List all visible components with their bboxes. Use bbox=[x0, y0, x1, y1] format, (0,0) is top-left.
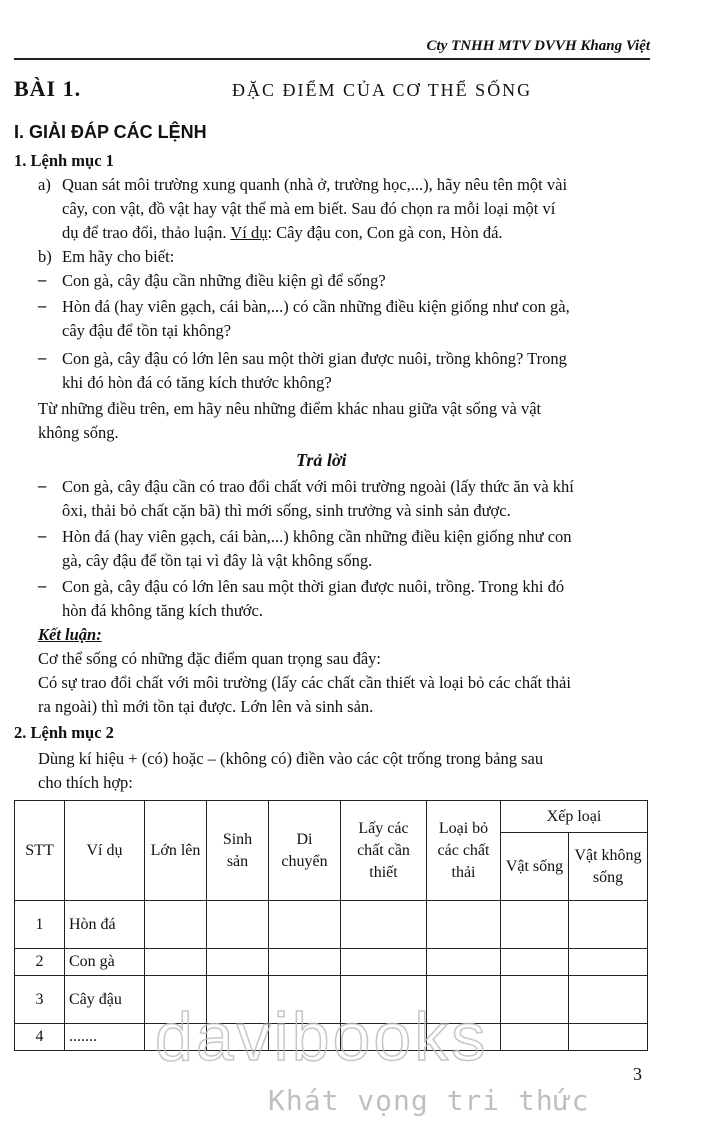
bullet-dash: – bbox=[38, 296, 47, 315]
bullet-dash: – bbox=[38, 476, 47, 495]
bullet-dash: – bbox=[38, 270, 47, 289]
header-remove: Loại bỏ các chất thải bbox=[427, 801, 501, 901]
header-grow: Lớn lên bbox=[145, 801, 207, 901]
header-example: Ví dụ bbox=[65, 801, 145, 901]
example-label: Ví dụ bbox=[230, 223, 268, 242]
bullet-dash: – bbox=[38, 576, 47, 595]
empty-cell bbox=[341, 901, 427, 949]
row-stt: 2 bbox=[15, 949, 65, 976]
header-classify: Xếp loại bbox=[501, 801, 648, 833]
section-heading: I. GIẢI ĐÁP CÁC LỆNH bbox=[14, 122, 207, 142]
summary-line1: Từ những điều trên, em hãy nêu những điểm khác nhau giữa vật sống và vật bbox=[38, 399, 542, 418]
empty-cell bbox=[207, 901, 269, 949]
question-2-line1: Hòn đá (hay viên gạch, cái bàn,...) có cần những điều kiện giống như con gà, bbox=[62, 297, 570, 316]
item1-b-line1: Em hãy cho biết: bbox=[62, 247, 175, 266]
header-move: Di chuyển bbox=[269, 801, 341, 901]
lesson-title: ĐẶC ĐIỂM CỦA CƠ THỂ SỐNG bbox=[232, 80, 533, 100]
empty-cell bbox=[501, 976, 569, 1024]
item1-b-label: b) bbox=[38, 247, 52, 266]
bullet-dash: – bbox=[38, 526, 47, 545]
watermark-tagline: Khát vọng tri thức bbox=[268, 1084, 590, 1117]
item2-heading: 2. Lệnh mục 2 bbox=[14, 723, 114, 742]
item1-a-line3-post: : Cây đậu con, Con gà con, Hòn đá. bbox=[267, 223, 503, 242]
answer-heading: Trả lời bbox=[296, 450, 347, 470]
empty-cell bbox=[501, 949, 569, 976]
row-example: Cây đậu bbox=[65, 976, 145, 1024]
empty-cell bbox=[501, 901, 569, 949]
item1-heading: 1. Lệnh mục 1 bbox=[14, 151, 114, 170]
conclusion-line1: Cơ thể sống có những đặc điểm quan trọng sau đây: bbox=[38, 649, 382, 668]
answer-2-line2: gà, cây đậu để tồn tại vì đây là vật không sống. bbox=[62, 551, 373, 570]
empty-cell bbox=[569, 949, 648, 976]
question-1: Con gà, cây đậu cần những điều kiện gì để sống? bbox=[62, 271, 386, 290]
question-3-line1: Con gà, cây đậu có lớn lên sau một thời gian được nuôi, trồng không? Trong bbox=[62, 349, 567, 368]
table-row bbox=[15, 949, 648, 976]
question-2-line2: cây đậu để tồn tại không? bbox=[62, 321, 232, 340]
row-example: Hòn đá bbox=[65, 901, 145, 949]
row-stt: 1 bbox=[15, 901, 65, 949]
item1-a-line3-pre: dụ để trao đổi, thảo luận. bbox=[62, 223, 231, 242]
answer-1-line2: ôxi, thải bỏ chất cặn bã) thì mới sống, sinh trưởng và sinh sản được. bbox=[62, 501, 511, 520]
lesson-number: BÀI 1. bbox=[14, 76, 82, 101]
conclusion-line3: ra ngoài) thì mới tồn tại được. Lớn lên và sinh sản. bbox=[38, 697, 374, 716]
lesson-heading bbox=[14, 76, 650, 106]
empty-cell bbox=[145, 901, 207, 949]
empty-cell bbox=[569, 901, 648, 949]
empty-cell bbox=[341, 949, 427, 976]
row-stt: 4 bbox=[15, 1024, 65, 1051]
item1-a-line1: Quan sát môi trường xung quanh (nhà ở, trường học,...), hãy nêu tên một vài bbox=[62, 175, 568, 194]
item2-line1: Dùng kí hiệu + (có) hoặc – (không có) điền vào các cột trống trong bảng sau bbox=[38, 749, 544, 768]
empty-cell bbox=[501, 1024, 569, 1051]
empty-cell bbox=[269, 949, 341, 976]
running-header: Cty TNHH MTV DVVH Khang Việt bbox=[14, 36, 650, 60]
conclusion-label: Kết luận: bbox=[38, 625, 102, 644]
empty-cell bbox=[569, 1024, 648, 1051]
answer-3-line1: Con gà, cây đậu có lớn lên sau một thời gian được nuôi, trồng. Trong khi đó bbox=[62, 577, 565, 596]
watermark-brand: davibooks bbox=[155, 999, 489, 1075]
header-living: Vật sống bbox=[501, 833, 569, 901]
item2-line2: cho thích hợp: bbox=[38, 773, 133, 792]
empty-cell bbox=[207, 949, 269, 976]
item1-a-line3 bbox=[62, 222, 503, 244]
item1-a-line2: cây, con vật, đồ vật hay vật thể mà em biết. Sau đó chọn ra mỗi loại một ví bbox=[62, 199, 556, 218]
bullet-dash: – bbox=[38, 348, 47, 367]
header-nonliving: Vật không sống bbox=[569, 833, 648, 901]
summary-line2: không sống. bbox=[38, 423, 119, 442]
empty-cell bbox=[569, 976, 648, 1024]
row-example: ....... bbox=[65, 1024, 145, 1051]
empty-cell bbox=[145, 949, 207, 976]
header-reproduce: Sinh sản bbox=[207, 801, 269, 901]
answer-2-line1: Hòn đá (hay viên gạch, cái bàn,...) không cần những điều kiện giống như con bbox=[62, 527, 572, 546]
row-example: Con gà bbox=[65, 949, 145, 976]
table-row bbox=[15, 901, 648, 949]
empty-cell bbox=[427, 949, 501, 976]
header-stt: STT bbox=[15, 801, 65, 901]
conclusion-line2: Có sự trao đổi chất với môi trường (lấy các chất cần thiết và loại bỏ các chất thải bbox=[38, 673, 571, 692]
answer-1-line1: Con gà, cây đậu cần có trao đổi chất với môi trường ngoài (lấy thức ăn và khí bbox=[62, 477, 574, 496]
answer-3-line2: hòn đá không tăng kích thước. bbox=[62, 601, 263, 620]
item1-a-label: a) bbox=[38, 175, 51, 194]
page-number: 3 bbox=[633, 1064, 642, 1084]
empty-cell bbox=[269, 901, 341, 949]
question-3-line2: khi đó hòn đá có tăng kích thước không? bbox=[62, 373, 332, 392]
empty-cell bbox=[427, 901, 501, 949]
row-stt: 3 bbox=[15, 976, 65, 1024]
header-take-in: Lấy các chất cần thiết bbox=[341, 801, 427, 901]
